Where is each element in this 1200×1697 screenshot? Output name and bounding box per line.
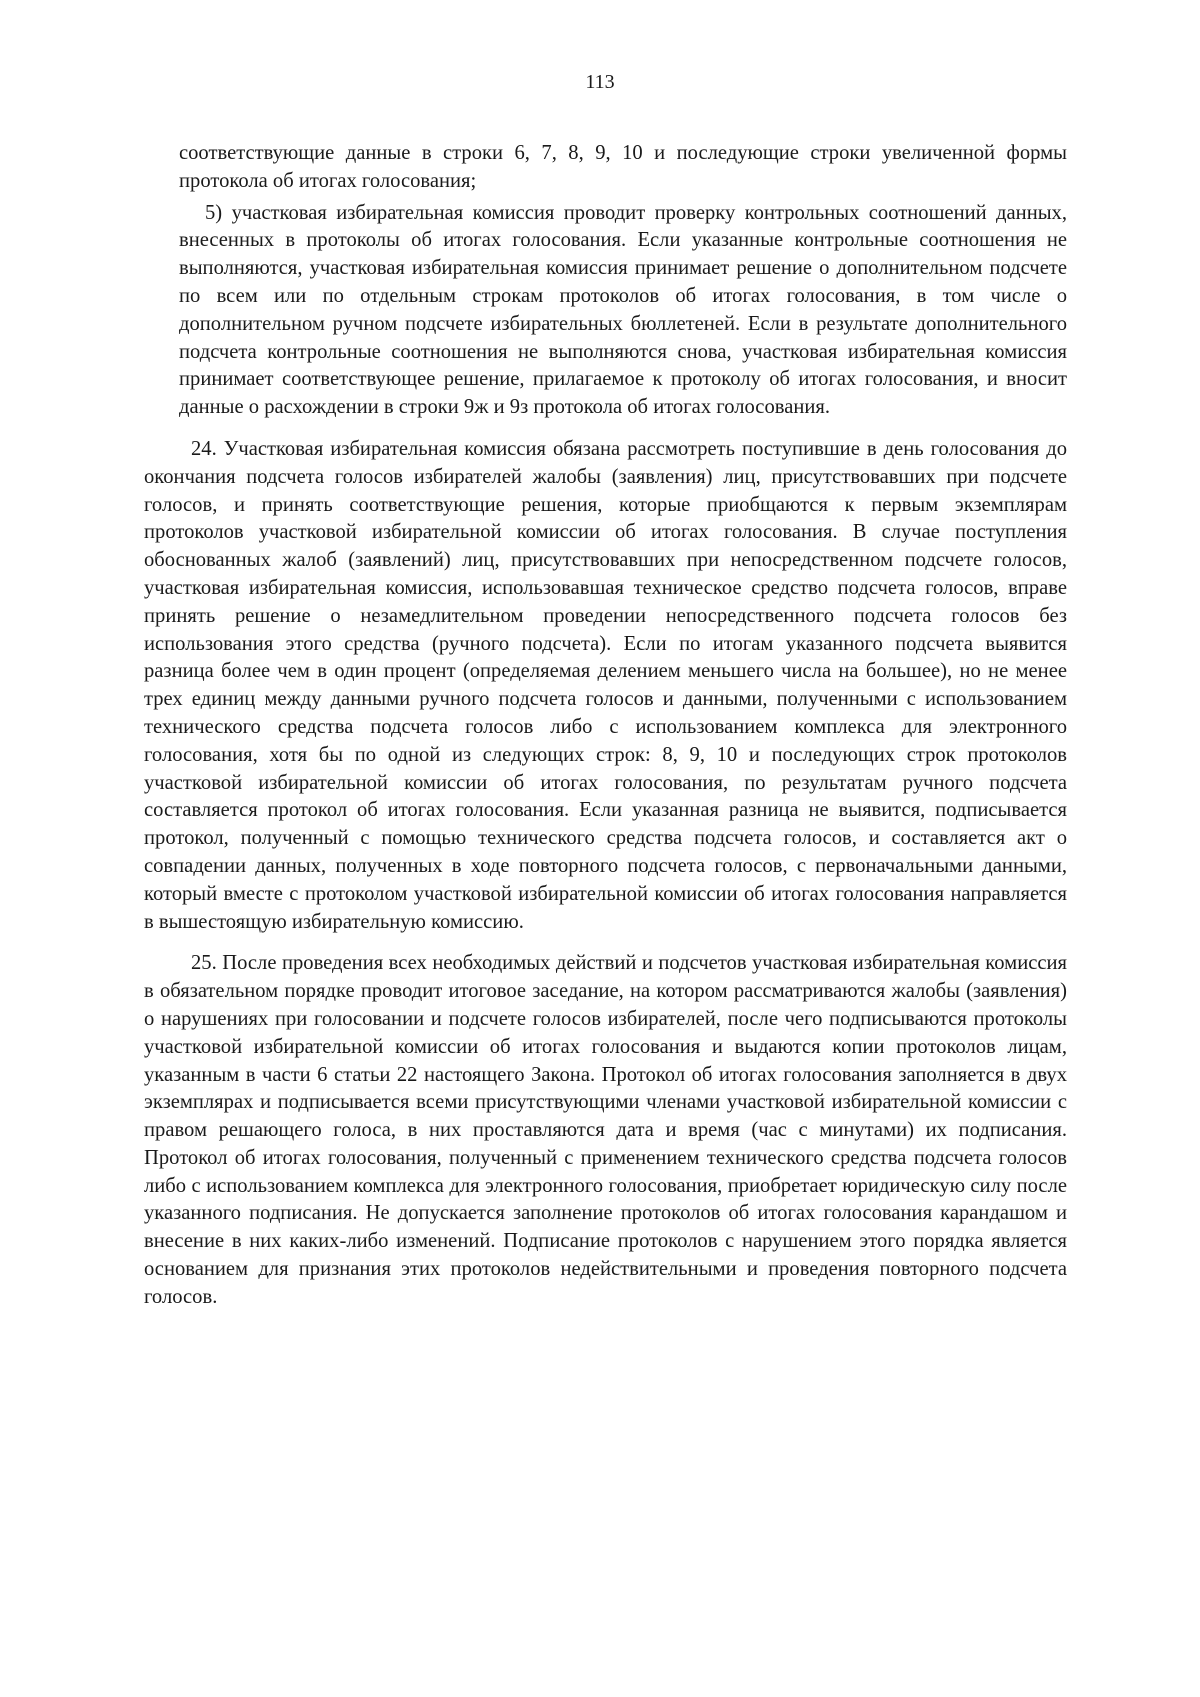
continuation-paragraph: соответствующие данные в строки 6, 7, 8, 9, 10 и последующие строки увеличенной формы протокола об итогах голосования;	[179, 142, 1067, 192]
section-25-paragraph: 25. После проведения всех необходимых действий и подсчетов участковая избирательная комиссия в обязательном порядке проводит итоговое заседание, на котором рассматриваются жалобы (заявления) о нарушениях при голосовании и подсчете голосов избирателей, после чего подписываются протоколы участковой избирательной комиссии об итогах голосования и выдаются копии протоколов лицам, указанным в части 6 статьи 22 настоящего Закона. Протокол об итогах голосования заполняется в двух экземплярах и подписывается всеми присутствующими членами участковой избирательной комиссии с правом решающего голоса, в них проставляются дата и время (час с минутами) их подписания. Протокол об итогах голосования, полученный с применением технического средства подсчета голосов либо с использованием комплекса для электронного голосования, приобретает юридическую силу после указанного подписания. Не допускается заполнение протоколов об итогах голосования карандашом и внесение в них каких-либо изменений. Подписание протоколов с нарушением этого порядка является основанием для признания этих протоколов недействительными и проведения повторного подсчета голосов.	[144, 952, 1067, 1308]
page-number: 113	[585, 71, 615, 93]
item-5-paragraph: 5) участковая избирательная комиссия проводит проверку контрольных соотношений данных, внесенных в протоколы об итогах голосования. Если указанные контрольные соотношения не выполняются, участковая избирательная комиссия принимает решение о дополнительном подсчете по всем или по отдельным строкам протоколов об итогах голосования, в том числе о дополнительном ручном подсчете избирательных бюллетеней. Если в результате дополнительного подсчета контрольные соотношения не выполняются снова, участковая избирательная комиссия принимает соответствующее решение, прилагаемое к протоколу об итогах голосования, и вносит данные о расхождении в строки 9ж и 9з протокола об итогах голосования.	[179, 201, 1067, 419]
section-24-paragraph: 24. Участковая избирательная комиссия обязана рассмотреть поступившие в день голосования до окончания подсчета голосов избирателей жалобы (заявления) лиц, присутствовавших при подсчете голосов, и принять соответствующие решения, которые приобщаются к первым экземплярам протоколов участковой избирательной комиссии об итогах голосования. В случае поступления обоснованных жалоб (заявлений) лиц, присутствовавших при непосредственном подсчете голосов, участковая избирательная комиссия, использовавшая техническое средство подсчета голосов, вправе принять решение о незамедлительном проведении непосредственного подсчета голосов без использования этого средства (ручного подсчета). Если по итогам указанного подсчета выявится разница более чем в один процент (определяемая делением меньшего числа на большее), но не менее трех единиц между данными ручного подсчета голосов и данными, полученными с использованием технического средства подсчета голосов либо с использованием комплекса для электронного голосования, хотя бы по одной из следующих строк: 8, 9, 10 и последующих строк протоколов участковой избирательной комиссии об итогах голосования, по результатам ручного подсчета составляется протокол об итогах голосования. Если указанная разница не выявится, подписывается протокол, полученный с помощью технического средства подсчета голосов, и составляется акт о совпадении данных, полученных в ходе повторного подсчета голосов, с первоначальными данными, который вместе с протоколом участковой избирательной комиссии об итогах голосования направляется в вышестоящую избирательную комиссию.	[144, 437, 1067, 933]
document-body	[144, 140, 1067, 1312]
